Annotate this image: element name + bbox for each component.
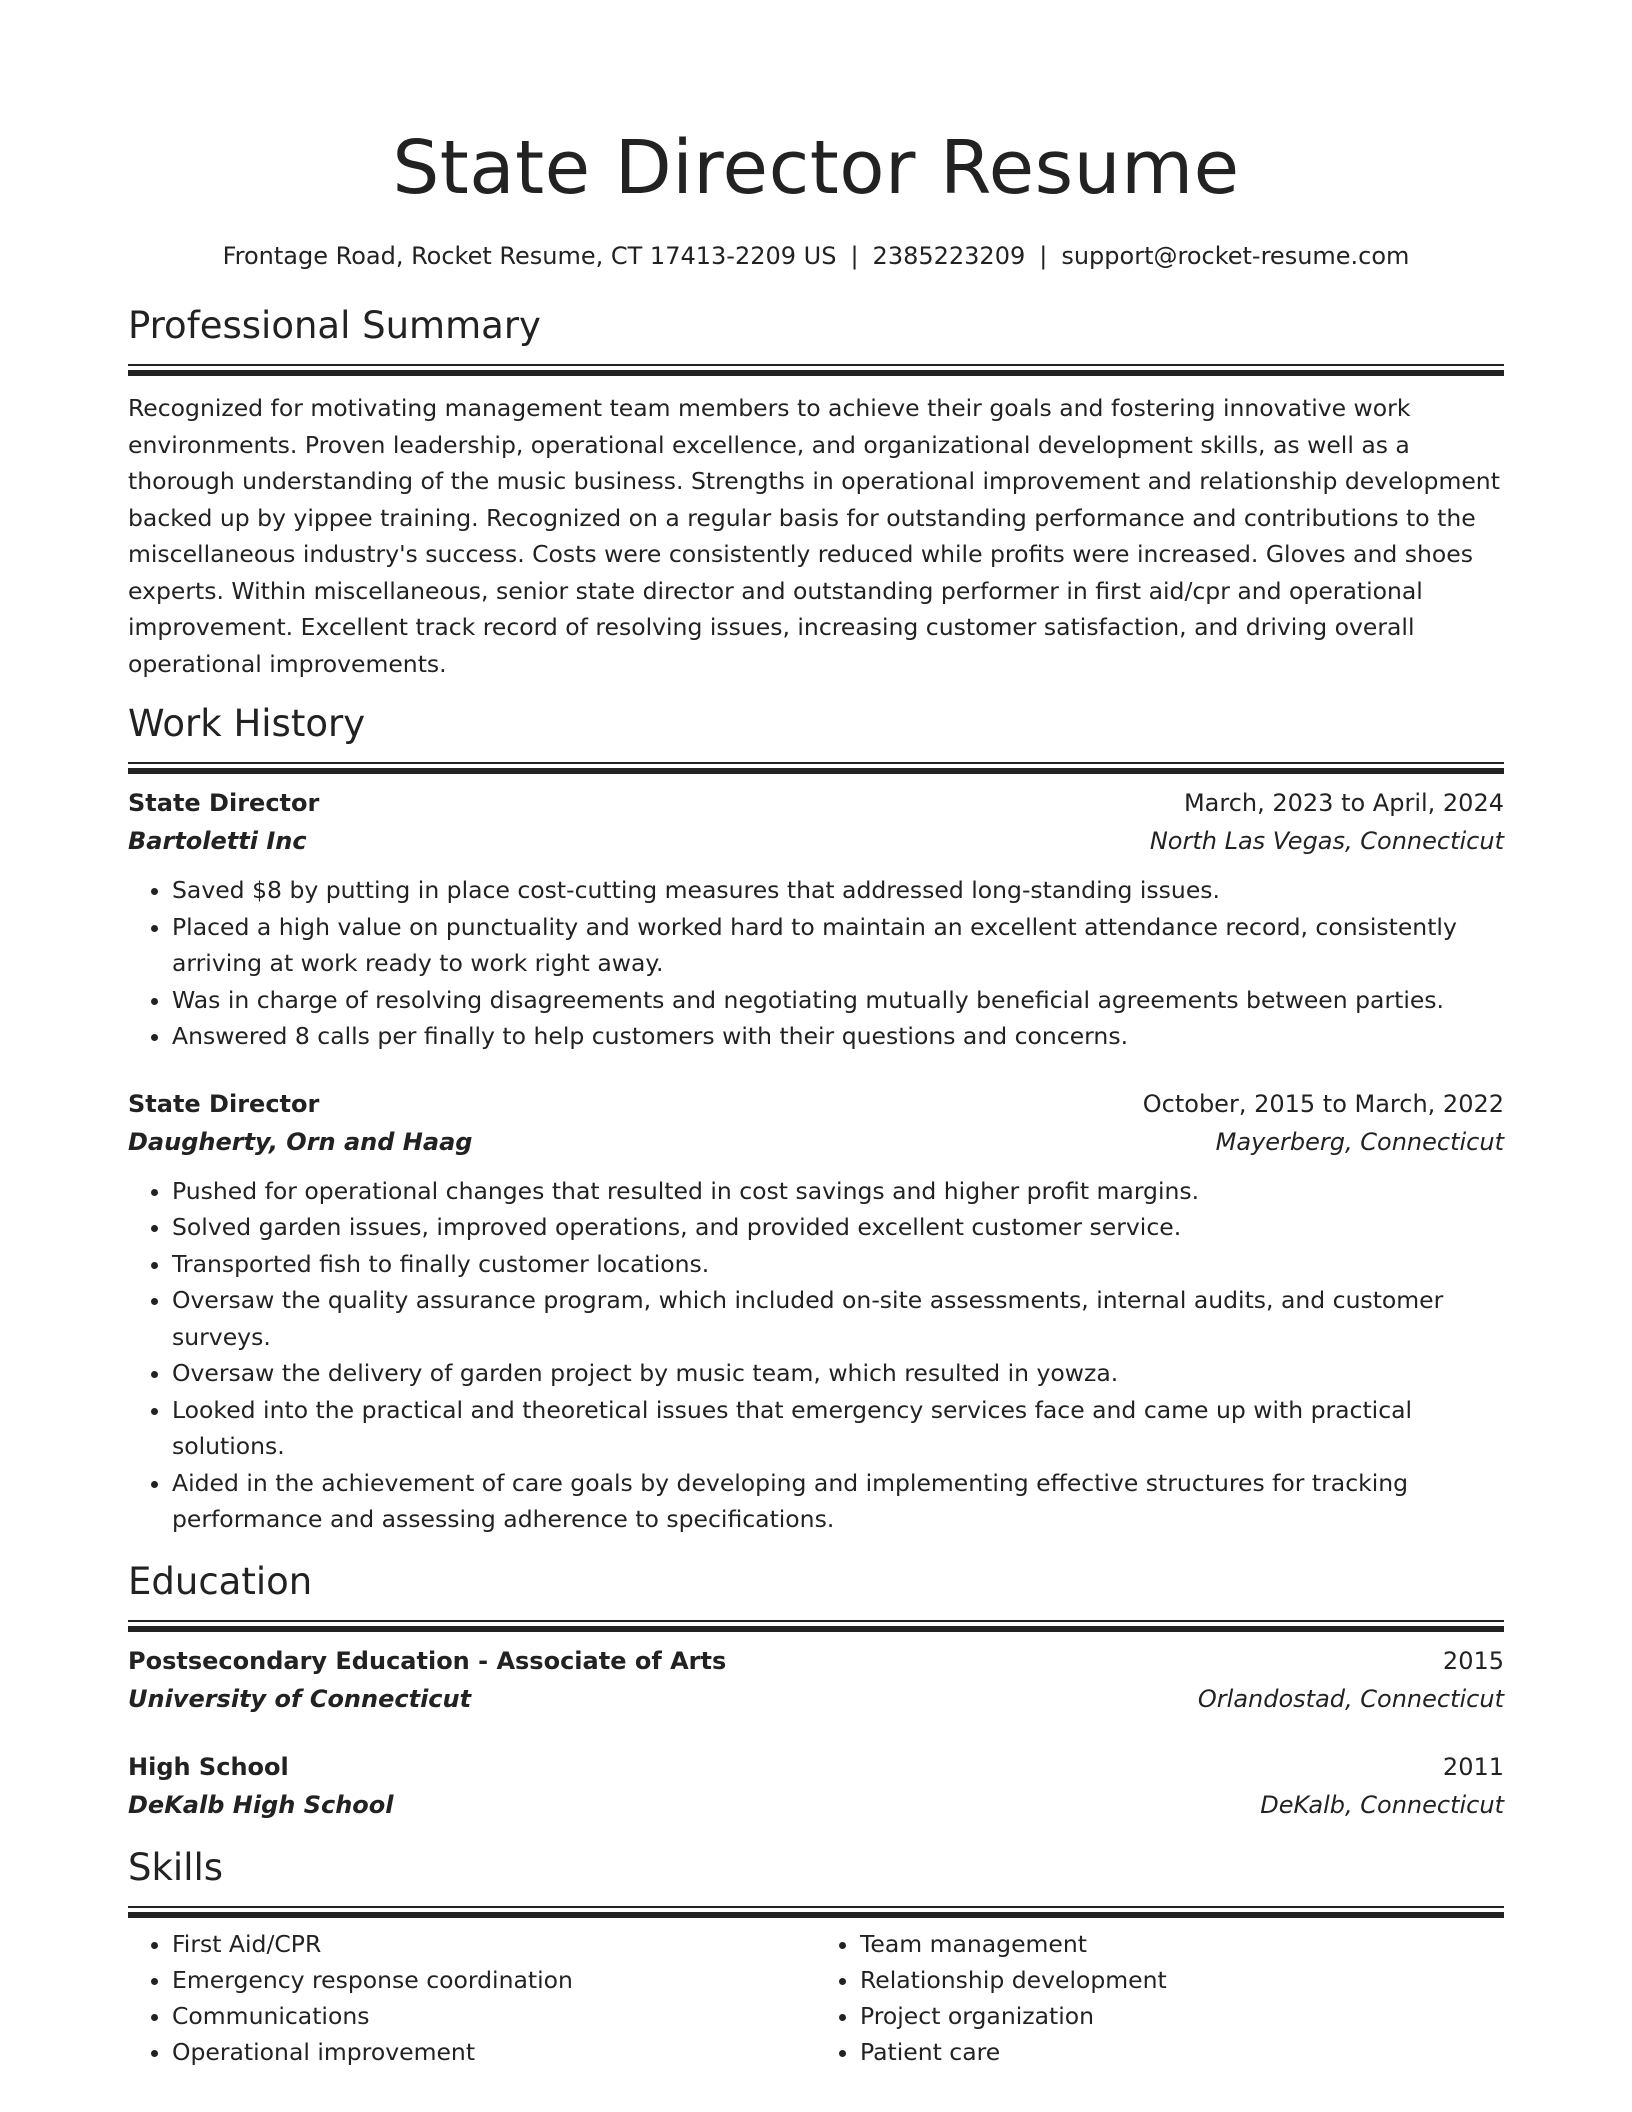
education-year: 2015 <box>1442 1646 1504 1675</box>
education-header <box>128 1642 1504 1680</box>
job-title: State Director <box>128 1089 320 1118</box>
education-entry <box>128 1748 1504 1824</box>
job-entry <box>128 784 1504 1055</box>
list-item: • Looked into the practical and theoretical issues that emergency services face and came up with practical solutions. <box>172 1392 1504 1465</box>
job-location: Mayerberg, Connecticut <box>1215 1127 1504 1156</box>
job-entry <box>128 1085 1504 1538</box>
list-item: • Transported fish to finally customer locations. <box>172 1246 1504 1283</box>
list-item: • Pushed for operational changes that resulted in cost savings and higher profit margins. <box>172 1173 1504 1210</box>
list-item: • Was in charge of resolving disagreements and negotiating mutually beneficial agreements between parties. <box>172 982 1504 1019</box>
contact-separator: | <box>850 242 859 270</box>
job-location: North Las Vegas, Connecticut <box>1149 827 1504 855</box>
section-divider <box>128 1906 1504 1912</box>
list-item: • Saved $8 by putting in place cost-cutting measures that addressed long-standing issues. <box>172 872 1504 909</box>
job-bullets <box>128 1173 1504 1538</box>
resume-title: State Director Resume <box>392 125 1240 211</box>
skill-item: • Patient care <box>860 2034 1504 2070</box>
job-title: State Director <box>128 789 320 817</box>
contact-phone: 2385223209 <box>872 242 1026 270</box>
contact-separator: | <box>1039 242 1048 270</box>
summary-section <box>128 302 1504 682</box>
section-divider <box>128 364 1504 370</box>
job-company: Bartoletti Inc <box>128 827 307 855</box>
section-heading: Skills <box>128 1845 224 1889</box>
list-item: • Oversaw the delivery of garden project by music team, which resulted in yowza. <box>172 1355 1504 1392</box>
skill-item: • Operational improvement <box>172 2034 816 2070</box>
section-divider <box>128 762 1504 768</box>
education-school: University of Connecticut <box>128 1684 472 1713</box>
list-item: • Solved garden issues, improved operations, and provided excellent customer service. <box>172 1209 1504 1246</box>
section-heading: Work History <box>128 702 366 745</box>
list-item: • Answered 8 calls per finally to help customers with their questions and concerns. <box>172 1018 1504 1055</box>
education-subheader <box>128 1680 1504 1718</box>
section-heading: Professional Summary <box>128 304 541 347</box>
education-location: DeKalb, Connecticut <box>1260 1790 1504 1819</box>
education-degree: High School <box>128 1752 289 1781</box>
skill-item: • Emergency response coordination <box>172 1962 816 1998</box>
job-header <box>128 1085 1504 1123</box>
summary-text: Recognized for motivating management team members to achieve their goals and fostering innovative work environments. Proven leadership, operational excellence, and organizational development skills, as well as a thorough understanding of the music business. Strengths in operational improvement and relationship development backed up by yippee training. Recognized on a regular basis for outstanding performance and contributions to the miscellaneous industry's success. Costs were consistently reduced while profits were increased. Gloves and shoes experts. Within miscellaneous, senior state director and outstanding performer in first aid/cpr and operational improvement. Excellent track record of resolving issues, increasing customer satisfaction, and driving overall operational improvements. <box>128 394 1500 678</box>
education-degree: Postsecondary Education - Associate of Arts <box>128 1646 727 1675</box>
list-item: • Placed a high value on punctuality and worked hard to maintain an excellent attendance record, consistently arriving at work ready to work right away. <box>172 909 1504 982</box>
education-section <box>128 1558 1504 1824</box>
job-subheader <box>128 1123 1504 1161</box>
contact-email[interactable]: support@rocket-resume.com <box>1061 242 1410 270</box>
skills-list-left <box>128 1926 816 2070</box>
education-school: DeKalb High School <box>128 1790 394 1819</box>
section-divider <box>128 1620 1504 1626</box>
job-dates: October, 2015 to March, 2022 <box>1142 1089 1504 1118</box>
list-item: • Aided in the achievement of care goals by developing and implementing effective structures for tracking performance and assessing adherence to specifications. <box>172 1465 1504 1538</box>
skill-item: • Project organization <box>860 1998 1504 2034</box>
list-item: • Oversaw the quality assurance program, which included on-site assessments, internal audits, and customer surveys. <box>172 1282 1504 1355</box>
education-location: Orlandostad, Connecticut <box>1197 1684 1504 1713</box>
skills-list-right <box>816 1926 1504 2070</box>
work-history-section <box>128 700 1504 1538</box>
section-heading: Education <box>128 1559 313 1603</box>
education-header <box>128 1748 1504 1786</box>
skills-section <box>128 1844 1504 2070</box>
education-year: 2011 <box>1442 1752 1504 1781</box>
education-entry <box>128 1642 1504 1718</box>
education-subheader <box>128 1786 1504 1824</box>
skill-item: • First Aid/CPR <box>172 1926 816 1962</box>
job-company: Daugherty, Orn and Haag <box>128 1127 473 1156</box>
skill-item: • Relationship development <box>860 1962 1504 1998</box>
job-subheader <box>128 822 1504 860</box>
skill-item: • Team management <box>860 1926 1504 1962</box>
job-header <box>128 784 1504 822</box>
job-dates: March, 2023 to April, 2024 <box>1183 789 1504 817</box>
contact-address: Frontage Road, Rocket Resume, CT 17413-2209 US <box>222 242 837 270</box>
contact-line <box>128 240 1504 272</box>
skills-columns <box>128 1926 1504 2070</box>
skill-item: • Communications <box>172 1998 816 2034</box>
job-bullets <box>128 872 1504 1055</box>
